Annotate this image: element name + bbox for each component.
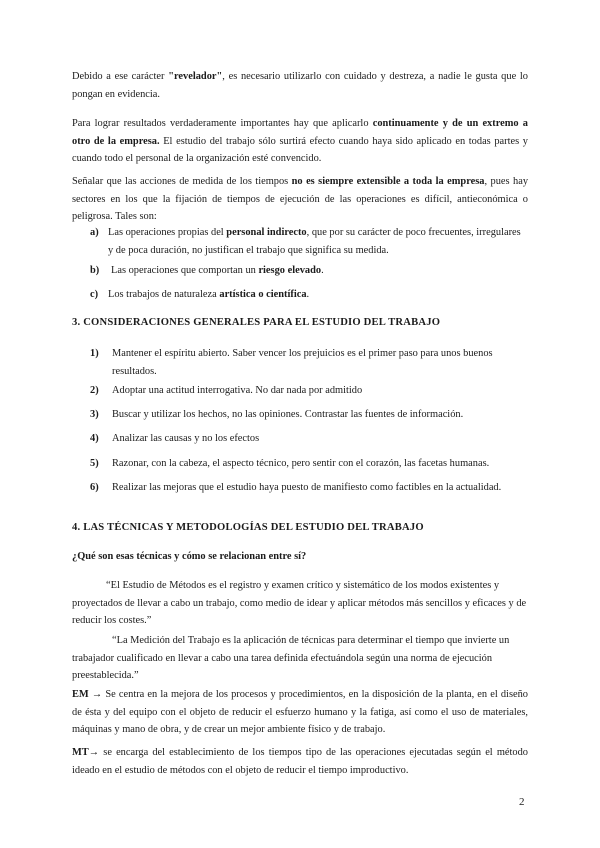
paragraph-mt <box>72 744 528 779</box>
right-arrow-icon: → <box>91 689 103 700</box>
section-4-heading: 4. LAS TÉCNICAS Y METODOLOGÍAS DEL ESTUDIO DEL TRABAJO <box>72 522 424 533</box>
list-item <box>90 262 528 280</box>
bold-term: artística o científica <box>219 289 307 300</box>
text-span: Los trabajos de naturaleza <box>108 289 220 300</box>
list-label: a) <box>90 227 99 238</box>
text-span: Las operaciones que comportan un <box>111 265 259 276</box>
list-label: 6) <box>90 482 99 493</box>
list-label: 4) <box>90 433 99 444</box>
list-item <box>90 455 528 473</box>
text-span: . <box>306 289 310 300</box>
paragraph-aplicacion <box>72 115 528 168</box>
bold-term: riesgo elevado <box>258 265 322 276</box>
text-span: . <box>321 265 324 276</box>
section-4-question: ¿Qué son esas técnicas y cómo se relacionan entre sí? <box>72 551 307 562</box>
list-text: Razonar, con la cabeza, el aspecto técnico, pero sentir con el corazón, las facetas humanas. <box>112 458 490 469</box>
bold-term: no es siempre extensible a toda la empresa <box>291 176 485 187</box>
quote-medicion-trabajo: “La Medición del Trabajo es la aplicación de técnicas para determinar el tiempo que invierte un trabajador cualificado en llevar a cabo una tarea definida efectuándola según una norma de ejecución preestablecida.” <box>72 635 510 681</box>
list-text <box>108 286 528 304</box>
list-item <box>90 406 528 424</box>
bold-term: "revelador" <box>168 71 223 82</box>
page-number: 2 <box>519 796 525 808</box>
paragraph-em <box>72 686 528 739</box>
list-text <box>111 262 528 280</box>
list-label: c) <box>90 289 99 300</box>
list-text: Adoptar una actitud interrogativa. No dar nada por admitido <box>112 385 363 396</box>
list-text: Analizar las causas y no los efectos <box>112 433 260 444</box>
list-label: 2) <box>90 385 99 396</box>
text-span: se encarga del establecimiento de los tiempos tipo de las operaciones ejecutadas según el método ideado en el estudio de métodos con el objeto de reducir el tiempo improductivo. <box>72 747 528 776</box>
list-item <box>90 382 528 400</box>
text-span: , que por su carácter de poco frecuentes, irregulares y de poca duración, no justifican el trabajo que significa su medida. <box>108 227 521 256</box>
list-item <box>90 345 528 381</box>
right-arrow-icon: → <box>88 747 100 758</box>
list-label: 5) <box>90 458 99 469</box>
mt-label: MT <box>72 747 89 758</box>
text-span: Para lograr resultados verdaderamente importantes hay que aplicarlo <box>72 118 373 129</box>
text-span: El estudio del trabajo sólo surtirá efecto cuando haya sido aplicado en todas partes y cuando todo el personal de la organización esté convencido. <box>72 135 528 164</box>
list-text: Buscar y utilizar los hechos, no las opiniones. Contrastar las fuentes de información. <box>112 409 464 420</box>
text-span: Debido a ese carácter <box>72 71 169 82</box>
list-item <box>90 430 528 448</box>
text-span: , es necesario utilizarlo con cuidado y destreza, a nadie le gusta que lo pongan en evidencia. <box>72 71 528 100</box>
list-text: Mantener el espíritu abierto. Saber vencer los prejuicios es el primer paso para unos buenos resultados. <box>112 348 493 377</box>
list-item <box>90 286 528 304</box>
list-text <box>108 224 528 259</box>
em-label: EM <box>72 689 89 700</box>
list-item <box>90 479 528 497</box>
text-span: Señalar que las acciones de medida de los tiempos <box>72 176 292 187</box>
list-label: 1) <box>90 348 99 359</box>
bold-term: personal indirecto <box>226 227 307 238</box>
quote-estudio-metodos: “El Estudio de Métodos es el registro y examen crítico y sistemático de los modos existentes y proyectados de llevar a cabo un trabajo, como medio de idear y aplicar métodos más sencillos y eficaces y de reducir los costes.” <box>72 580 527 626</box>
text-span: , pues hay sectores en los que la fijación de tiempos de ejecución de las operaciones es difícil, antieconómica o peligrosa. Tales son: <box>72 176 529 222</box>
text-span: Las operaciones propias del <box>108 227 227 238</box>
list-label: 3) <box>90 409 99 420</box>
list-item <box>90 224 528 260</box>
text-span: Se centra en la mejora de los procesos y procedimientos, en la disposición de la planta, en el diseño de ésta y del equipo con el objeto de reducir el esfuerzo humano y la fatiga, así como el uso de materiales, máquinas y mano de obra, y de crear un mejor ambiente físico y de trabajo. <box>72 689 528 735</box>
paragraph-medida-tiempos <box>72 173 528 226</box>
section-3-heading: 3. CONSIDERACIONES GENERALES PARA EL ESTUDIO DEL TRABAJO <box>72 317 441 328</box>
bold-term: continuamente y de un extremo a otro de la empresa. <box>72 118 528 147</box>
paragraph-revelador <box>72 68 528 103</box>
list-label: b) <box>90 265 100 276</box>
list-text: Realizar las mejoras que el estudio haya puesto de manifiesto como factibles en la actualidad. <box>112 482 502 493</box>
